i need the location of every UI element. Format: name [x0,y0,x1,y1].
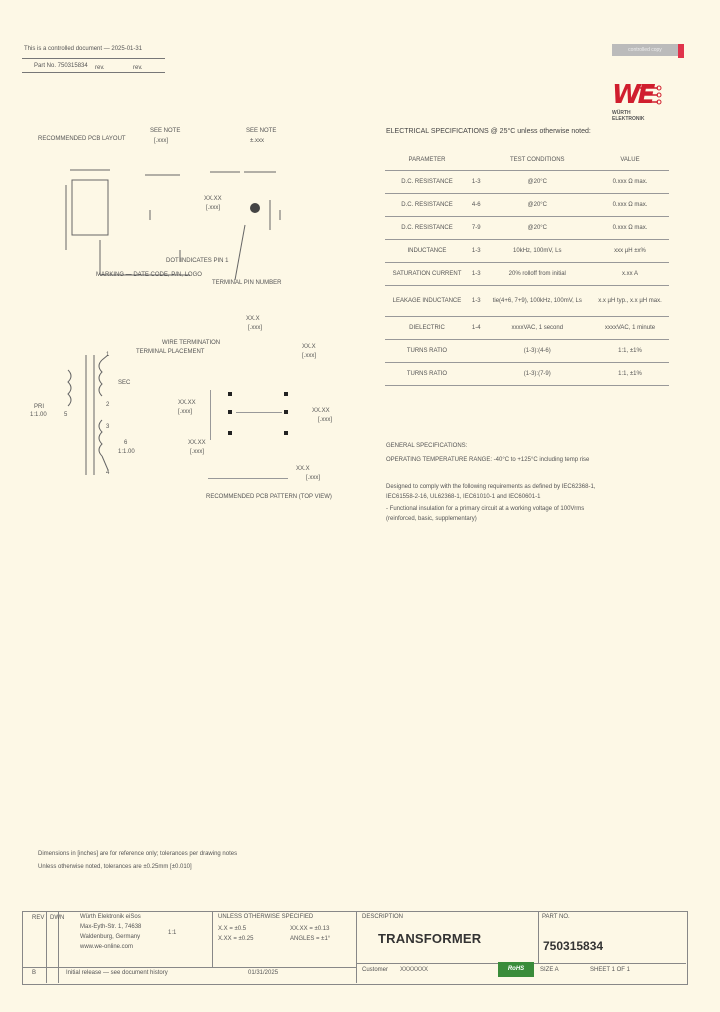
gen-line5: (reinforced, basic, supplementary) [386,516,477,522]
pin-sp2: [.xxx] [190,449,205,455]
tb-projection: 1:1 [168,930,177,936]
pin-label-3: 3 [106,424,110,430]
dot-note: DOT INDICATES PIN 1 [166,258,229,264]
col-value: VALUE [591,150,669,171]
tb-company3: Waldenburg, Germany [80,934,141,940]
dim-c: XX.XX [204,196,222,202]
tb-company4: www.we-online.com [80,944,134,950]
table-row: D.C. RESISTANCE 4-6 @20°C 0.xxx Ω max. [385,194,669,217]
tb-tol4: ANGLES = ±1° [290,936,331,942]
tb-tol2: X.XX = ±0.25 [218,936,254,942]
note-line1: Dimensions in [inches] are for reference only; tolerances per drawing notes [38,851,238,857]
dim-c2: [.xxx] [206,205,221,211]
schematic-drawing [58,350,138,485]
bottom-dim: XX.XX [312,408,330,414]
gen-line1: OPERATING TEMPERATURE RANGE: -40°C to +125°C including temp rise [386,457,590,463]
logo-letters: WE [612,80,653,110]
tb-divider [356,911,357,983]
pin-label-2: 2 [106,402,110,408]
bottom-dim2: [.xxx] [318,417,333,423]
tb-part-label: PART NO. [542,914,570,920]
tb-date: 01/31/2025 [248,970,279,976]
tb-rev-desc: Initial release — see document history [66,970,168,976]
header-line1: This is a controlled document — 2025-01-31 [24,46,143,52]
schem-ratio-1: 1:1.00 [30,412,47,418]
pcb-caption: RECOMMENDED PCB PATTERN (TOP VIEW) [206,494,332,500]
right-dim2: [.xxx] [302,353,317,359]
header-rev-b: rev. [133,65,143,71]
mid-dim-top2: [.xxx] [248,325,263,331]
header-rule [22,58,165,59]
pad [228,392,232,396]
term-note2: TERMINAL PLACEMENT [136,349,205,355]
table-row: SATURATION CURRENT 1-3 20% rolloff from initial x.xx A [385,263,669,286]
pin-label-5: 5 [64,412,68,418]
tb-customer-val: XXXXXXX [400,967,429,973]
dim-b: SEE NOTE [246,128,277,134]
tb-company1: Würth Elektronik eiSos [80,914,141,920]
tb-rev-val: B [32,970,37,976]
tb-divider [212,911,213,967]
label-pcb-layout: RECOMMENDED PCB LAYOUT [38,136,126,142]
elec-title: ELECTRICAL SPECIFICATIONS @ 25°C unless otherwise noted: [386,128,591,135]
table-row: DIELECTRIC 1-4 xxxxVAC, 1 second xxxxVAC, 1 minute [385,317,669,340]
rohs-badge: RoHS [498,962,534,977]
table-header [385,150,669,171]
mid-dim-top: XX.X [246,316,260,322]
pin-label-1: 1 [106,352,110,358]
pin-label-4: 4 [106,470,110,476]
pad [284,431,288,435]
bottom-dim-line [208,478,288,479]
tb-part-no: 750315834 [543,939,604,953]
schem-label-sec: SEC [118,380,131,386]
tb-sheet: SHEET 1 OF 1 [590,967,630,973]
pad [228,431,232,435]
dim-a2: [.xxx] [154,138,169,144]
pin-label-6: 6 [124,440,128,446]
tb-rev-label: REV [32,915,45,921]
col-param: PARAMETER [385,150,469,171]
col-cond: TEST CONDITIONS [484,150,591,171]
tb-dwn-label: DWN [50,915,65,921]
table-row: TURNS RATIO (1-3):(7-9) 1:1, ±1% [385,363,669,386]
tb-company2: Max-Eyth-Str. 1, 74638 [80,924,142,930]
tb-size: SIZE A [540,967,559,973]
pcb-right-dim2: [.xxx] [306,475,321,481]
marking-note: MARKING — DATE CODE, P/N, LOGO [96,272,202,278]
tb-customer-label: Customer [362,967,389,973]
note-line2: Unless otherwise noted, tolerances are ±0.25mm [±0.010] [38,864,192,870]
pin-note: TERMINAL PIN NUMBER [212,280,282,286]
tb-divider [22,967,356,968]
dim-b2: ±.xxx [250,138,264,144]
schem-label-pri: PRI [34,404,45,410]
gen-heading: GENERAL SPECIFICATIONS: [386,443,468,449]
gen-line2: Designed to comply with the following requirements as defined by IEC62368-1, [386,484,596,490]
logo-brand: WÜRTH ELEKTRONIK [612,110,645,122]
tb-tol3: XX.XX = ±0.13 [290,926,330,932]
tb-tol-label: UNLESS OTHERWISE SPECIFIED [218,914,314,920]
pad-dim-vline [210,390,211,440]
table-row: TURNS RATIO (1-3):(4-6) 1:1, ±1% [385,340,669,363]
table-row: INDUCTANCE 1-3 10kHz, 100mV, Ls xxx µH ±x% [385,240,669,263]
tb-tol1: X.X = ±0.5 [218,926,247,932]
we-logo [606,80,664,120]
red-marker [678,44,684,58]
electrical-table [385,150,669,386]
pad [284,392,288,396]
dim-a: SEE NOTE [150,128,181,134]
tb-divider [46,911,47,983]
gen-line3: IEC61558-2-16, UL62368-1, IEC61010-1 and IEC60601-1 [386,494,541,500]
pad [284,410,288,414]
pad-dim: XX.XX [178,400,196,406]
pad [228,410,232,414]
header-rule-2 [22,72,165,73]
pad-dim2: [.xxx] [178,409,193,415]
tb-title: TRANSFORMER [378,931,482,946]
table-row: D.C. RESISTANCE 1-3 @20°C 0.xxx Ω max. [385,171,669,194]
pin-sp: XX.XX [188,440,206,446]
header-rev-a: rev. [95,65,105,71]
tb-desc-label: DESCRIPTION [362,914,404,920]
pad-dim-line [236,412,282,413]
controlled-tag: controlled copy [612,44,678,56]
table-row: D.C. RESISTANCE 7-9 @20°C 0.xxx Ω max. [385,217,669,240]
table-row: LEAKAGE INDUCTANCE 1-3 tie(4+6, 7+9), 100kHz, 100mV, Ls x.x µH typ., x.x µH max. [385,286,669,317]
right-dim: XX.X [302,344,316,350]
schem-ratio-2: 1:1.00 [118,449,135,455]
gen-line4: - Functional insulation for a primary circuit at a working voltage of 100Vrms [386,506,585,512]
pcb-right-dim: XX.X [296,466,310,472]
header-part: Part No. 750315834 [34,63,88,69]
term-note: WIRE TERMINATION [162,340,221,346]
tb-divider [538,911,539,963]
